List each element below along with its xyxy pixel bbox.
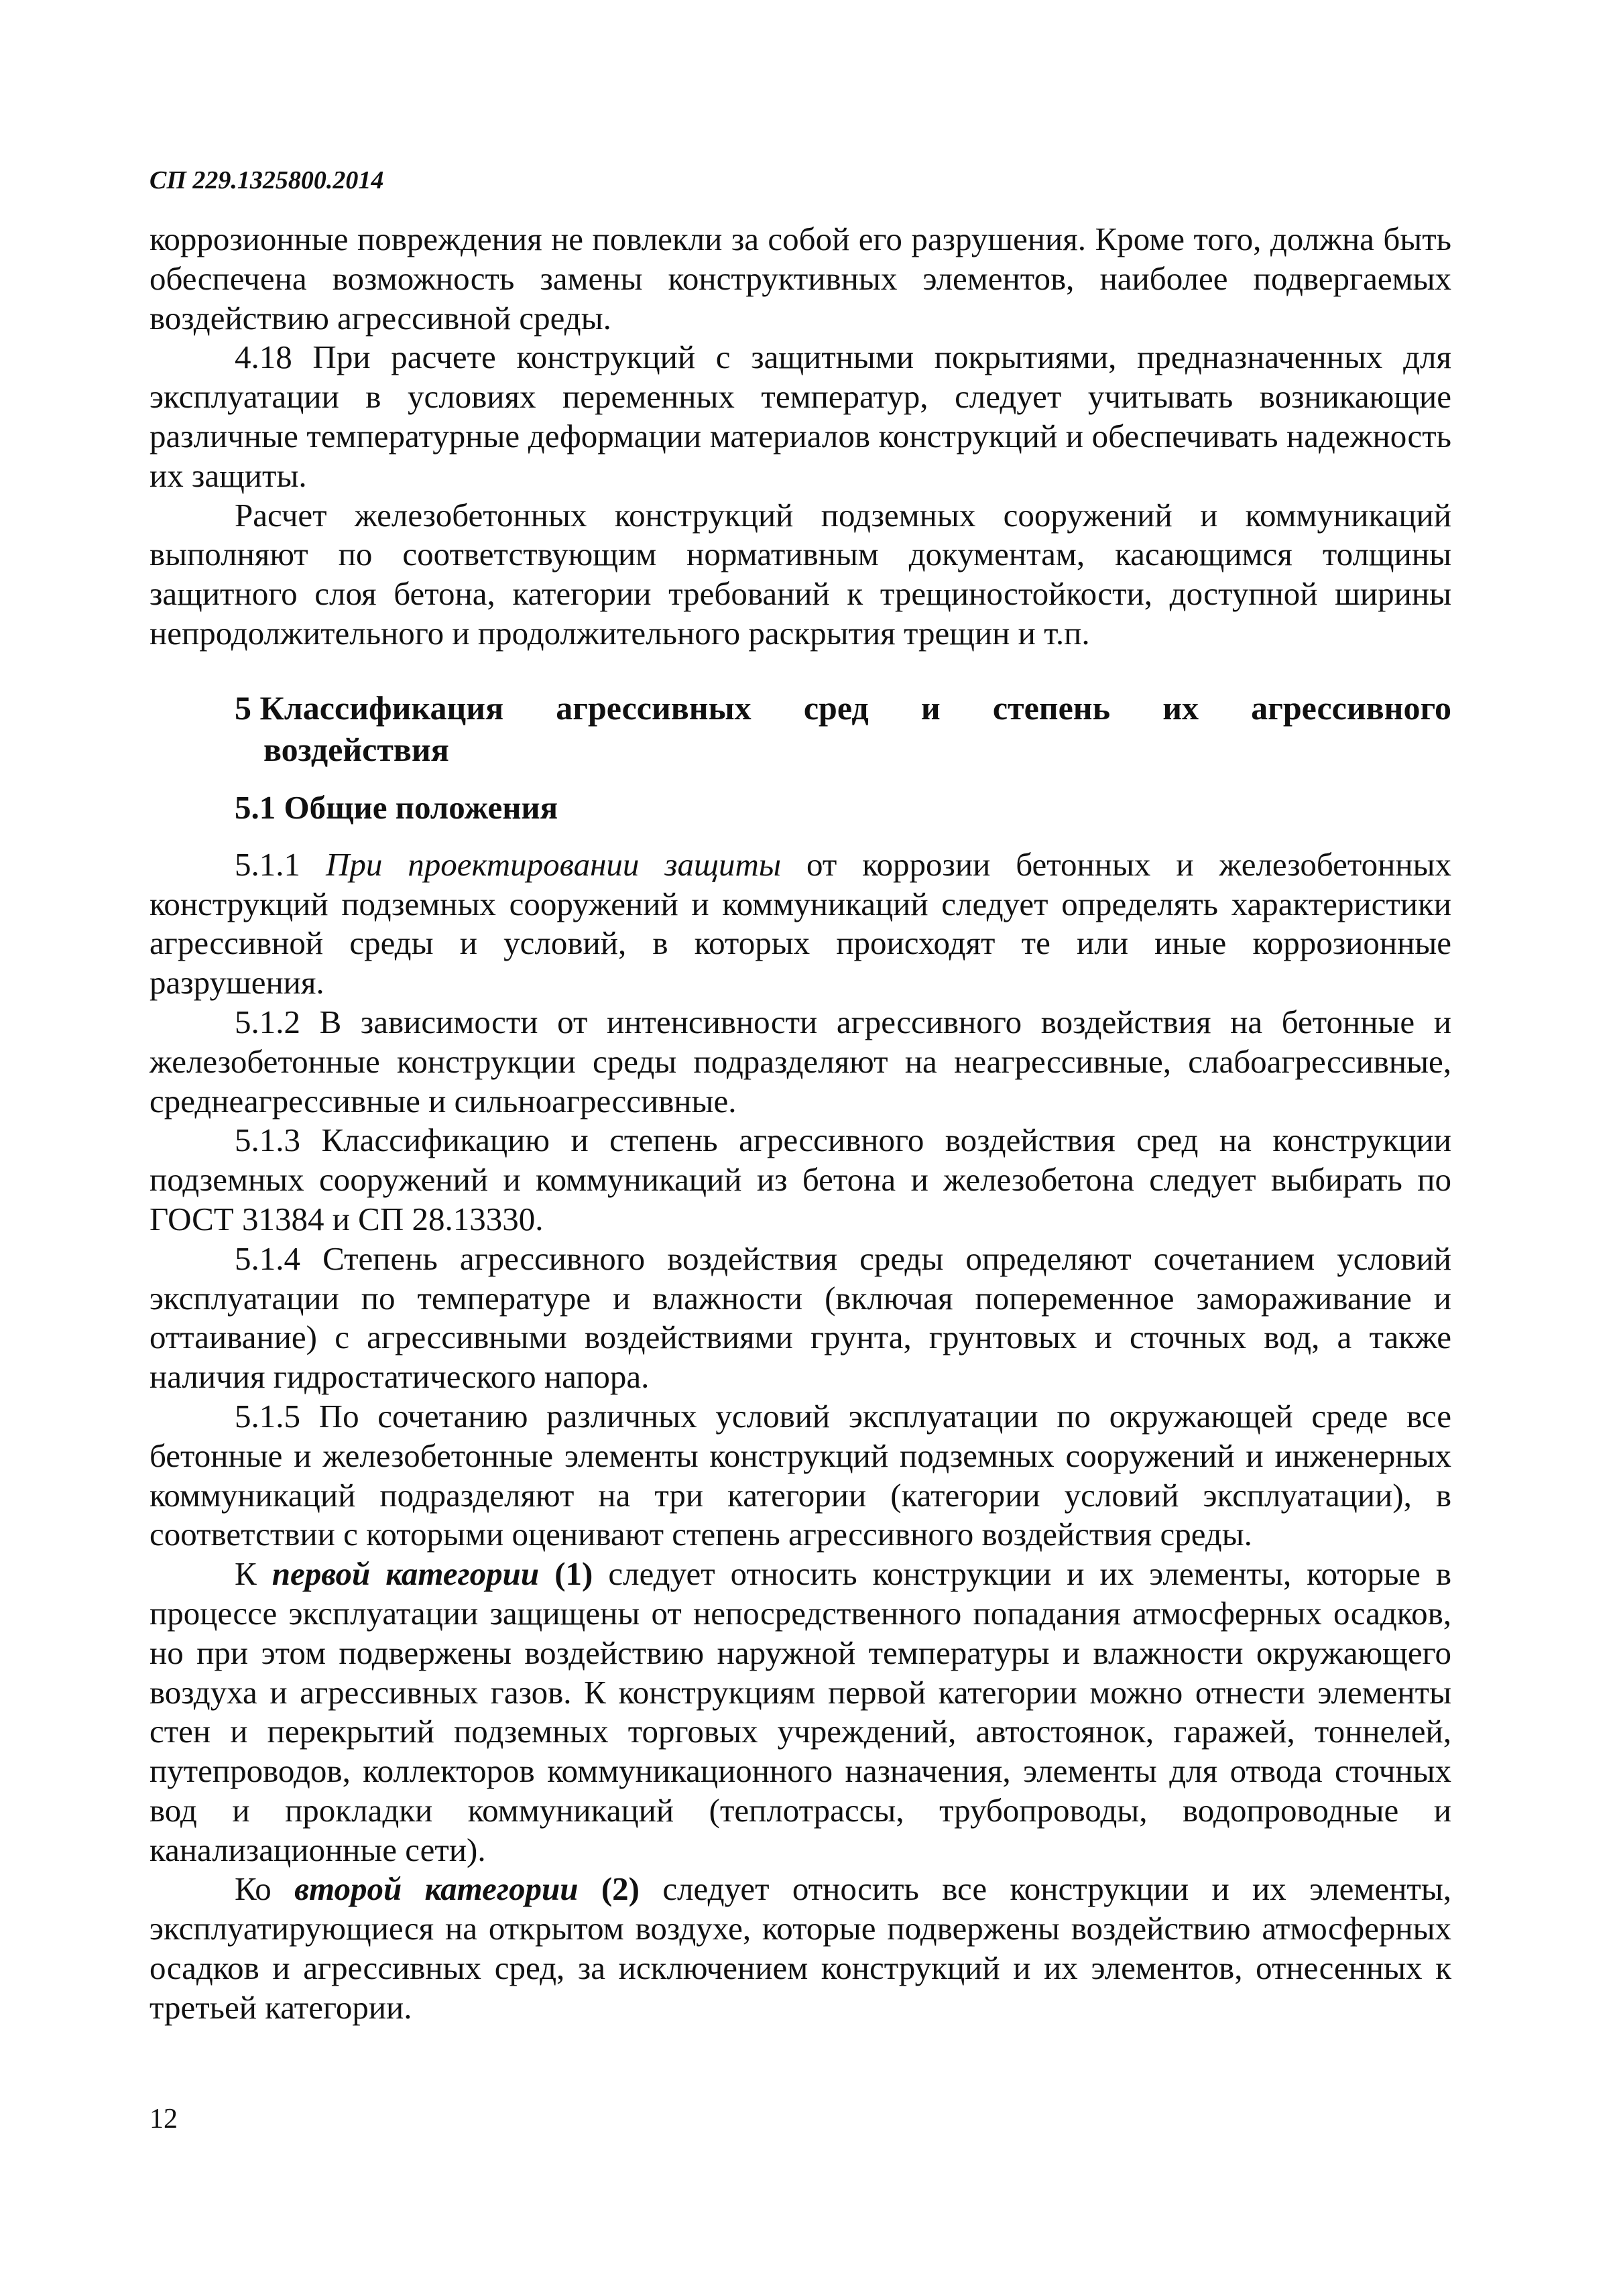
paragraph-text: следует относить конструкции и их элементы, которые в процессе эксплуатации защищены от непосредственного попадания атмосферных осадков, но при этом подвержены воздействию наружной температуры и влажности окружающего воздуха и агрессивных газов. К конструкциям первой категории можно отнести элементы стен и перекрытий подземных торговых учреждений, автостоянок, гаражей, тоннелей, путепроводов, коллекторов коммуникационного назначения, элементы для отвода сточных вод и прокладки коммуникаций (теплотрассы, трубопроводы, водопроводные и канализационные сети). (149, 1555, 1451, 1868)
document-page (149, 168, 1451, 2028)
heading-word: агрессивных (556, 688, 752, 727)
page-number: 12 (149, 2104, 178, 2134)
heading-word: и (920, 688, 941, 727)
category-code: (1) (539, 1555, 593, 1593)
paragraph-5-1-5: 5.1.5 По сочетанию различных условий эксплуатации по окружающей среде все бетонные и железобетонные элементы конструкций подземных сооружений и инженерных коммуникаций подразделяют на три категории (категории условий эксплуатации), в соответствии с которыми оценивают степень агрессивного воздействия среды. (149, 1397, 1451, 1553)
paragraph-second-category (149, 1870, 1451, 2027)
paragraph-first-category (149, 1555, 1451, 1870)
paragraph-5-1-4: 5.1.4 Степень агрессивного воздействия среды определяют сочетанием условий эксплуатации по температуре и влажности (включая попеременное замораживание и оттаивание) с агрессивными воздействиями грунта, грунтовых и сточных вод, а также наличия гидростатического напора. (149, 1240, 1451, 1396)
heading-word: 5 Классификация (235, 688, 504, 727)
paragraph-reinforced-concrete-calc: Расчет железобетонных конструкций подземных сооружений и коммуникаций выполняют по соответствующим нормативным документам, касающимся толщины защитного слоя бетона, категории требований к трещиностойкости, доступной ширины непродолжительного и продолжительного раскрытия трещин и т.п. (149, 496, 1451, 652)
paragraph-text: Ко (235, 1870, 295, 1908)
heading-line-2: воздействия (263, 730, 449, 768)
category-code: (2) (578, 1870, 640, 1908)
subsection-5-1-heading: 5.1 Общие положения (235, 788, 558, 826)
clause-number: 5.1.1 (235, 845, 300, 883)
paragraph-text: К (235, 1555, 272, 1593)
paragraph-text: от коррозии бетонных и железобетонных конструкций подземных сооружений и коммуникаций следует определять характеристики агрессивной среды и условий, в которых происходят те или иные коррозионные разрушения. (149, 845, 1451, 1002)
term-first-category: первой категории (272, 1555, 540, 1593)
document-code-header: СП 229.1325800.2014 (149, 166, 384, 194)
heading-word: агрессивного (1251, 688, 1451, 727)
italic-phrase: При проектировании защиты (325, 845, 782, 883)
section-5-heading (149, 687, 1451, 770)
paragraph-continuation: коррозионные повреждения не повлекли за собой его разрушения. Кроме того, должна быть обеспечена возможность замены конструктивных элементов, наиболее подвергаемых воздействию агрессивной среды. (149, 221, 1451, 337)
paragraph-5-1-3: 5.1.3 Классификацию и степень агрессивного воздействия сред на конструкции подземных сооружений и коммуникаций из бетона и железобетона следует выбирать по ГОСТ 31384 и СП 28.13330. (149, 1122, 1451, 1237)
paragraph-5-1-1 (149, 845, 1451, 1003)
term-second-category: второй категории (294, 1870, 579, 1908)
heading-word: сред (803, 688, 869, 727)
heading-word: их (1162, 688, 1199, 727)
paragraph-5-1-2: 5.1.2 В зависимости от интенсивности агрессивного воздействия на бетонные и железобетонные конструкции среды подразделяют на неагрессивные, слабоагрессивные, среднеагрессивные и сильноагрессивные. (149, 1003, 1451, 1120)
paragraph-4-18: 4.18 При расчете конструкций с защитными покрытиями, предназначенных для эксплуатации в условиях переменных температур, следует учитывать возникающие различные температурные деформации материалов конструкций и обеспечивать надежность их защиты. (149, 339, 1451, 494)
paragraph-text: следует относить все конструкции и их элементы, эксплуатирующиеся на открытом воздухе, которые подвержены воздействию атмосферных осадков и агрессивных сред, за исключением конструкций и их элементов, отнесенных к третьей категории. (149, 1870, 1451, 2026)
heading-word: степень (992, 688, 1111, 727)
